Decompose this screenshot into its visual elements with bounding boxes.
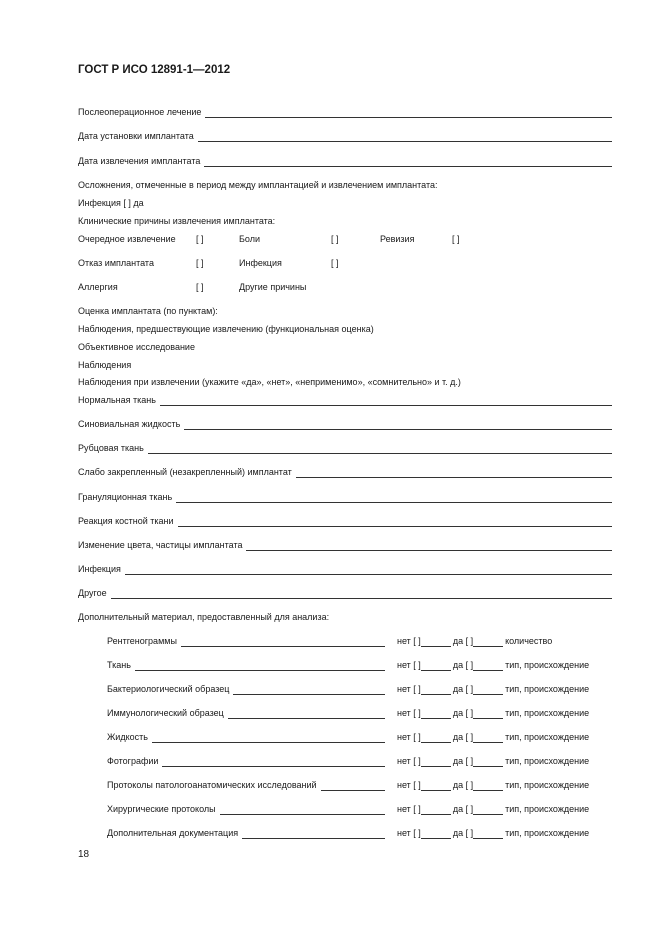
- material-options[interactable]: [397, 659, 589, 671]
- fill-line[interactable]: [228, 709, 385, 719]
- fill-line[interactable]: [181, 637, 385, 647]
- material-tail: тип, происхождение: [505, 756, 590, 766]
- option-yes[interactable]: да [ ]: [452, 732, 474, 742]
- option-no[interactable]: нет [ ]: [397, 660, 421, 670]
- field-label: Другое: [78, 588, 107, 598]
- material-options[interactable]: [397, 803, 589, 815]
- field-label: Рубцовая ткань: [78, 443, 144, 453]
- material-options[interactable]: [397, 779, 589, 791]
- material-row[interactable]: [107, 707, 385, 719]
- fill-line[interactable]: [184, 420, 612, 430]
- option-no[interactable]: нет [ ]: [397, 780, 421, 790]
- option-no[interactable]: нет [ ]: [397, 828, 421, 838]
- material-options[interactable]: [397, 707, 589, 719]
- fill-line[interactable]: [220, 805, 385, 815]
- fill-line[interactable]: [233, 685, 385, 695]
- field-label: Реакция костной ткани: [78, 516, 174, 526]
- fill-line[interactable]: [162, 757, 385, 767]
- option-no[interactable]: нет [ ]: [397, 732, 421, 742]
- fill-line[interactable]: [242, 829, 385, 839]
- fill-line[interactable]: [178, 517, 612, 527]
- fill-line[interactable]: [148, 444, 612, 454]
- material-label: Ткань: [107, 660, 131, 670]
- field-label: Инфекция: [78, 564, 121, 574]
- field-infection[interactable]: [78, 563, 612, 575]
- reason-pain-label: Боли: [239, 234, 260, 244]
- fill-line[interactable]: [160, 396, 612, 406]
- field-label: Послеоперационное лечение: [78, 107, 202, 117]
- material-row[interactable]: [107, 827, 385, 839]
- material-label: Иммунологический образец: [107, 708, 224, 718]
- field-normal-tissue[interactable]: [78, 394, 612, 406]
- complications-heading: Осложнения, отмеченные в период между имплантацией и извлечением имплантата:: [78, 180, 438, 190]
- option-yes[interactable]: да [ ]: [452, 780, 474, 790]
- material-label: Бактериологический образец: [107, 684, 230, 694]
- material-label: Протоколы патологоанатомических исследований: [107, 780, 317, 790]
- option-yes[interactable]: да [ ]: [452, 828, 474, 838]
- field-granulation-tissue[interactable]: [78, 491, 612, 503]
- evaluation-heading: Оценка имплантата (по пунктам):: [78, 306, 218, 316]
- material-tail: тип, происхождение: [505, 732, 590, 742]
- field-label: Дата установки имплантата: [78, 131, 194, 141]
- fill-line[interactable]: [176, 493, 612, 503]
- page-number: 18: [78, 849, 90, 860]
- reason-failure-checkbox[interactable]: [ ]: [196, 258, 204, 268]
- field-label: Синовиальная жидкость: [78, 419, 181, 429]
- field-label: Дата извлечения имплантата: [78, 156, 201, 166]
- material-options[interactable]: [397, 827, 589, 839]
- fill-line[interactable]: [321, 781, 385, 791]
- field-discoloration[interactable]: [78, 539, 612, 551]
- material-row[interactable]: [107, 683, 385, 695]
- reason-allergy-checkbox[interactable]: [ ]: [196, 282, 204, 292]
- clinical-reasons-heading: Клинические причины извлечения имплантата:: [78, 216, 276, 226]
- fill-line[interactable]: [246, 541, 612, 551]
- reason-revision-checkbox[interactable]: [ ]: [452, 234, 460, 244]
- material-label: Фотографии: [107, 756, 159, 766]
- material-tail: тип, происхождение: [505, 660, 590, 670]
- material-label: Хирургические протоколы: [107, 804, 216, 814]
- page-header: ГОСТ Р ИСО 12891-1—2012: [78, 64, 231, 76]
- option-no[interactable]: нет [ ]: [397, 804, 421, 814]
- option-no[interactable]: нет [ ]: [397, 636, 421, 646]
- infection-yes-line: Инфекция [ ] да: [78, 198, 144, 208]
- reason-other-label: Другие причины: [239, 282, 307, 292]
- material-row[interactable]: [107, 635, 385, 647]
- material-row[interactable]: [107, 803, 385, 815]
- field-scar-tissue[interactable]: [78, 442, 612, 454]
- fill-line[interactable]: [135, 661, 385, 671]
- material-tail: тип, происхождение: [505, 804, 590, 814]
- reason-routine-label: Очередное извлечение: [78, 234, 176, 244]
- field-label: Нормальная ткань: [78, 395, 156, 405]
- reason-routine-checkbox[interactable]: [ ]: [196, 234, 204, 244]
- material-tail: тип, происхождение: [505, 828, 590, 838]
- fill-line[interactable]: [205, 108, 612, 118]
- material-options[interactable]: [397, 731, 589, 743]
- field-loose-implant[interactable]: [78, 466, 612, 478]
- field-postop-treatment[interactable]: [78, 106, 612, 118]
- option-no[interactable]: нет [ ]: [397, 684, 421, 694]
- reason-allergy-label: Аллергия: [78, 282, 118, 292]
- material-row[interactable]: [107, 779, 385, 791]
- material-row[interactable]: [107, 755, 385, 767]
- material-heading: Дополнительный материал, предоставленный для анализа:: [78, 612, 330, 622]
- evaluation-line: Наблюдения: [78, 360, 132, 370]
- evaluation-line: Наблюдения при извлечении (укажите «да», «нет», «неприменимо», «сомнительно» и т. д.): [78, 377, 461, 387]
- option-yes[interactable]: да [ ]: [452, 636, 474, 646]
- option-yes[interactable]: да [ ]: [452, 684, 474, 694]
- option-no[interactable]: нет [ ]: [397, 756, 421, 766]
- field-label: Грануляционная ткань: [78, 492, 173, 502]
- material-label: Дополнительная документация: [107, 828, 239, 838]
- material-tail: тип, происхождение: [505, 780, 590, 790]
- fill-line[interactable]: [152, 733, 385, 743]
- evaluation-line: Объективное исследование: [78, 342, 195, 352]
- material-options[interactable]: [397, 683, 589, 695]
- material-options[interactable]: [397, 635, 552, 647]
- field-synovial-fluid[interactable]: [78, 418, 612, 430]
- fill-line[interactable]: [111, 589, 612, 599]
- reason-revision-label: Ревизия: [380, 234, 415, 244]
- option-yes[interactable]: да [ ]: [452, 804, 474, 814]
- option-yes[interactable]: да [ ]: [452, 756, 474, 766]
- field-label: Изменение цвета, частицы имплантата: [78, 540, 243, 550]
- field-other[interactable]: [78, 587, 612, 599]
- fill-line[interactable]: [204, 157, 612, 167]
- field-implant-date[interactable]: [78, 130, 612, 142]
- field-bone-reaction[interactable]: [78, 515, 612, 527]
- material-label: Жидкость: [107, 732, 148, 742]
- option-yes[interactable]: да [ ]: [452, 660, 474, 670]
- reason-infection-label: Инфекция: [239, 258, 282, 268]
- option-yes[interactable]: да [ ]: [452, 708, 474, 718]
- material-tail: количество: [505, 636, 553, 646]
- fill-line[interactable]: [296, 468, 612, 478]
- material-options[interactable]: [397, 755, 589, 767]
- material-tail: тип, происхождение: [505, 684, 590, 694]
- evaluation-line: Наблюдения, предшествующие извлечению (функциональная оценка): [78, 324, 374, 334]
- material-label: Рентгенограммы: [107, 636, 177, 646]
- reason-infection-checkbox[interactable]: [ ]: [331, 258, 339, 268]
- fill-line[interactable]: [198, 132, 612, 142]
- option-no[interactable]: нет [ ]: [397, 708, 421, 718]
- material-row[interactable]: [107, 659, 385, 671]
- material-tail: тип, происхождение: [505, 708, 590, 718]
- material-row[interactable]: [107, 731, 385, 743]
- field-label: Слабо закрепленный (незакрепленный) имплантат: [78, 467, 292, 477]
- field-removal-date[interactable]: [78, 155, 612, 167]
- fill-line[interactable]: [125, 565, 612, 575]
- reason-pain-checkbox[interactable]: [ ]: [331, 234, 339, 244]
- reason-failure-label: Отказ имплантата: [78, 258, 154, 268]
